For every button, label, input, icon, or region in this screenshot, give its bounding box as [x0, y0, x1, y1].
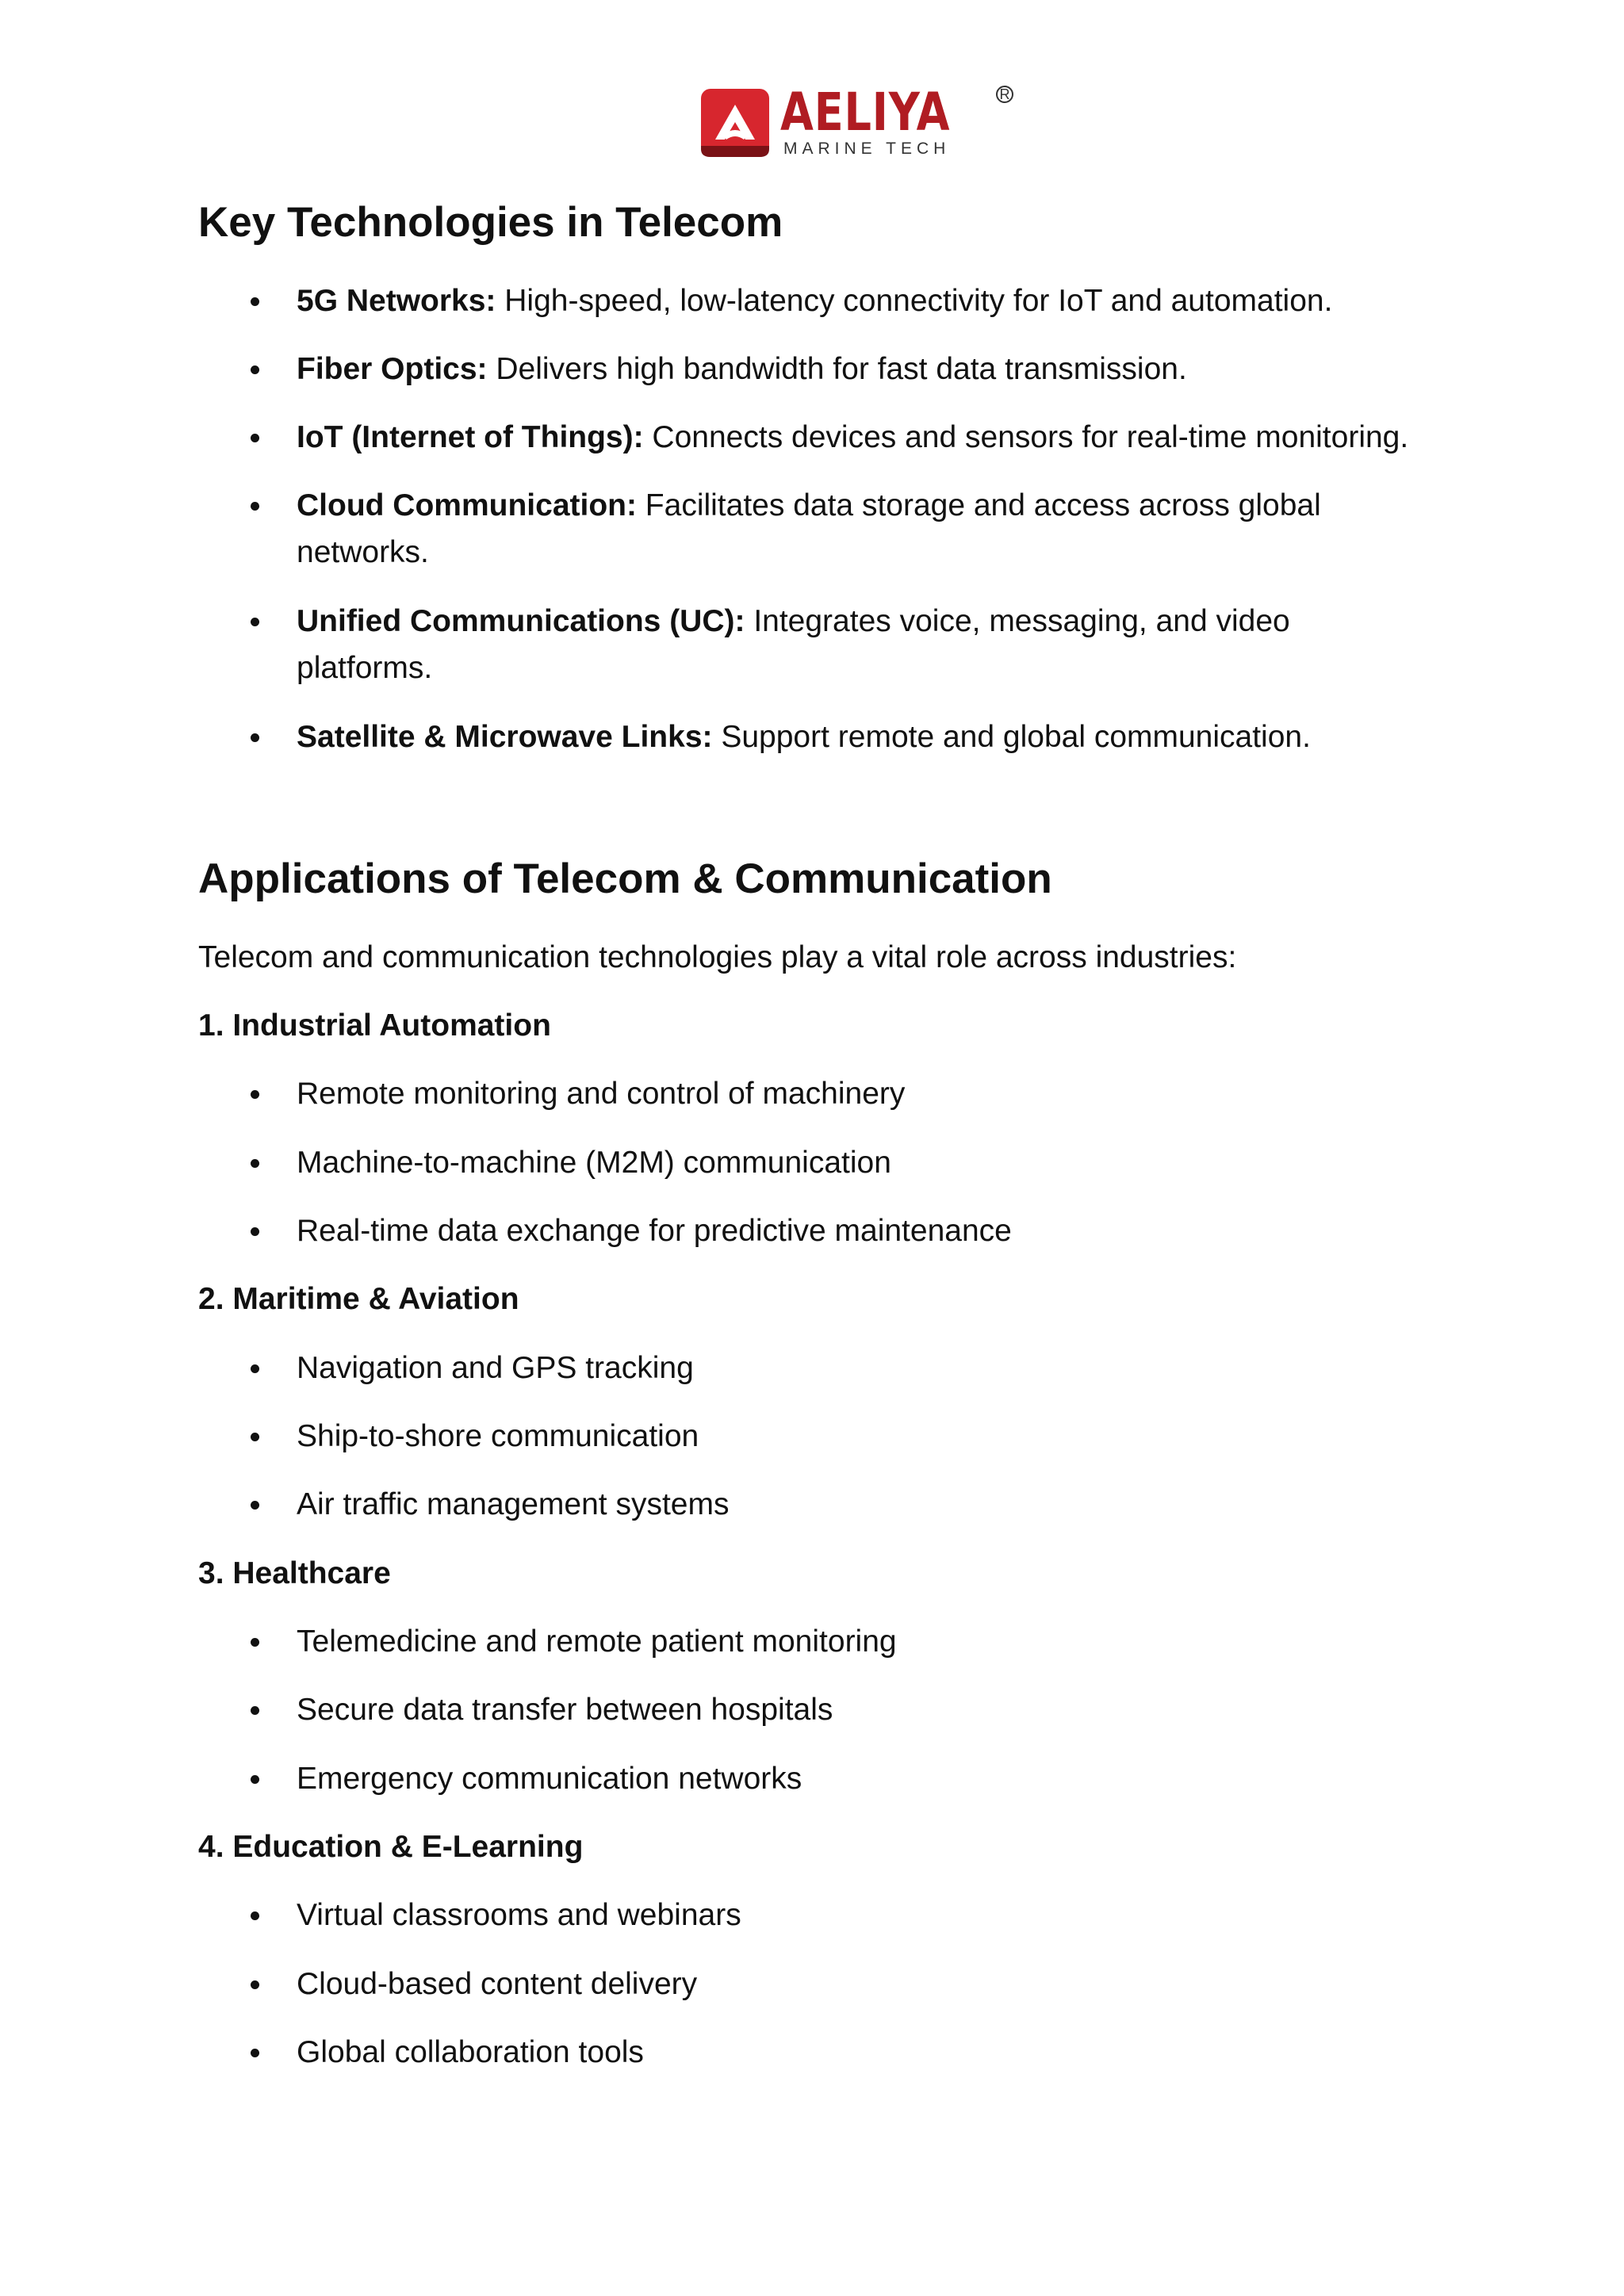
registered-mark: R — [996, 86, 1013, 103]
list-item-desc: Integrates voice, messaging, and video platforms. — [297, 604, 1290, 685]
list-item: Machine-to-machine (M2M) communication — [297, 1139, 891, 1186]
list-item — [297, 277, 1332, 324]
list-item-term: Unified Communications (UC): — [297, 604, 745, 638]
section-title: Key Technologies in Telecom — [198, 199, 783, 246]
intro-paragraph: Telecom and communication technologies play a vital role across industries: — [198, 940, 1237, 974]
group-heading: 4. Education & E-Learning — [198, 1830, 584, 1864]
list-item: Secure data transfer between hospitals — [297, 1686, 833, 1733]
list-item: Ship-to-shore communication — [297, 1413, 699, 1460]
list-item-desc: Delivers high bandwidth for fast data transmission. — [487, 352, 1187, 386]
list-item-desc: Facilitates data storage and access across global networks. — [297, 488, 1321, 569]
list-item-term: Cloud Communication: — [297, 488, 637, 522]
list-item: Navigation and GPS tracking — [297, 1345, 694, 1391]
list-item-term: Fiber Optics: — [297, 352, 488, 386]
aeliya-logo-icon — [699, 87, 771, 159]
list-item: Global collaboration tools — [297, 2029, 644, 2076]
list-item — [297, 414, 1408, 461]
list-item — [297, 598, 1431, 691]
group-heading: 2. Maritime & Aviation — [198, 1282, 519, 1316]
logo-name: AELIYA — [780, 82, 951, 143]
list-item: Air traffic management systems — [297, 1481, 729, 1528]
list-item — [297, 346, 1187, 392]
list-item — [297, 482, 1431, 576]
list-item: Remote monitoring and control of machinery — [297, 1070, 905, 1117]
list-item-desc: Support remote and global communication. — [712, 720, 1311, 754]
list-item: Emergency communication networks — [297, 1755, 802, 1802]
group-heading: 3. Healthcare — [198, 1556, 391, 1590]
logo-subtitle: MARINE TECH — [783, 140, 951, 158]
logo-wordmark — [780, 82, 1010, 159]
list-item-desc: High-speed, low-latency connectivity for IoT and automation. — [496, 284, 1333, 318]
group-heading: 1. Industrial Automation — [198, 1008, 551, 1043]
list-item: Cloud-based content delivery — [297, 1961, 697, 2007]
list-item-term: IoT (Internet of Things): — [297, 420, 644, 454]
list-item-desc: Connects devices and sensors for real-time monitoring. — [643, 420, 1409, 454]
list-item: Real-time data exchange for predictive maintenance — [297, 1207, 1012, 1254]
section-title: Applications of Telecom & Communication — [198, 855, 1052, 902]
list-item-term: Satellite & Microwave Links: — [297, 720, 713, 754]
list-item-term: 5G Networks: — [297, 284, 496, 318]
list-item — [297, 714, 1311, 760]
brand-logo — [699, 82, 1010, 159]
list-item: Virtual classrooms and webinars — [297, 1892, 741, 1938]
list-item: Telemedicine and remote patient monitoring — [297, 1618, 897, 1665]
